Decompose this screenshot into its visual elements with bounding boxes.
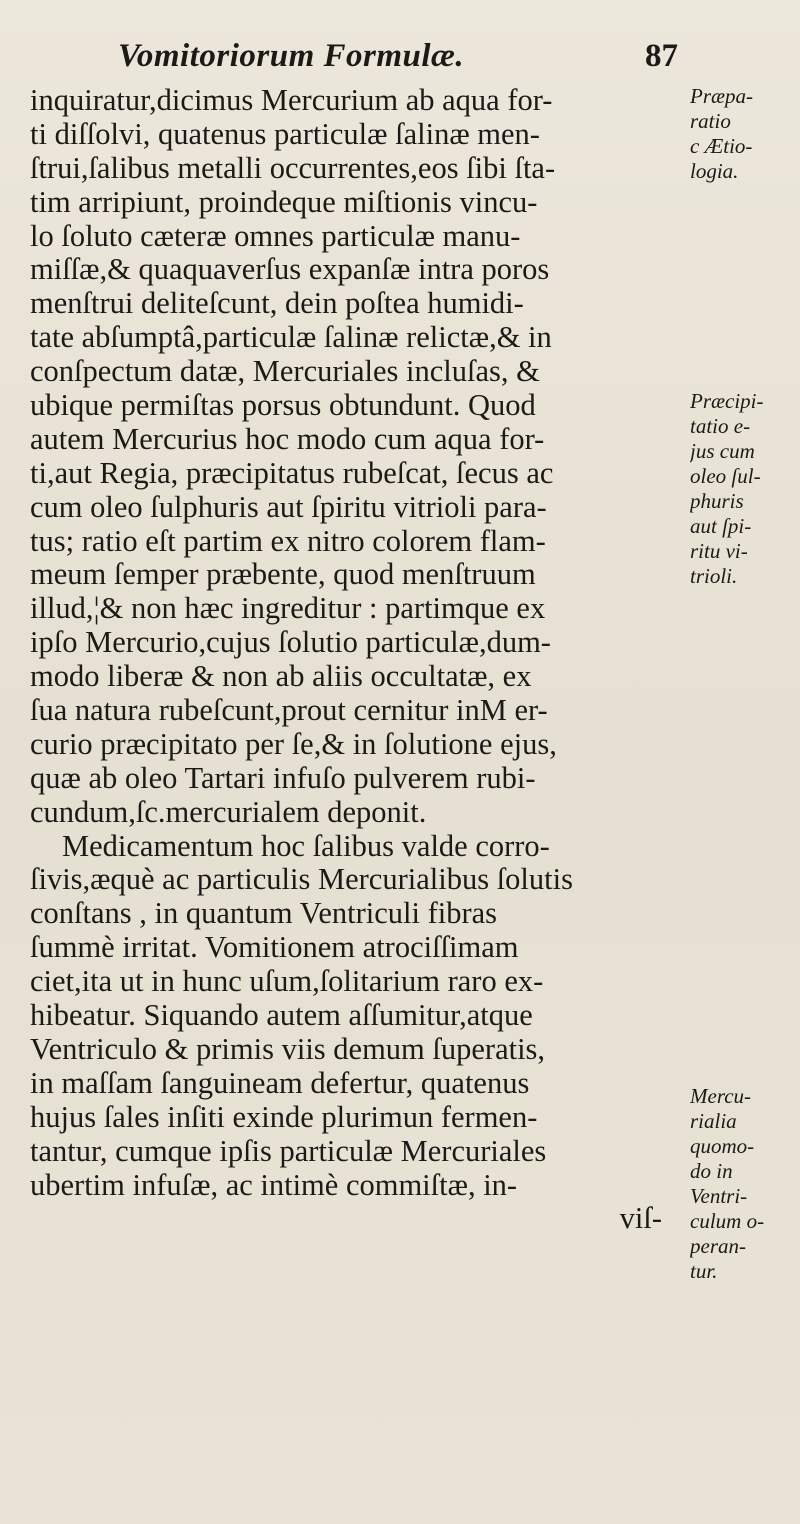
text-line: ſivis,æquè ac particulis Mercurialibus ſolutis [30,863,573,897]
margin-note-praecipitatio [690,389,800,589]
text-line: Medicamentum hoc ſalibus valde corro- [62,829,550,863]
text-line: quæ ab oleo Tartari infuſo pulverem rubi- [30,761,536,795]
text-line: hibeatur. Siquando autem aſſumitur,atque [30,999,533,1033]
text-line: tate abſumptâ,particulæ ſalinæ relictæ,& in [30,321,552,355]
text-line: curio præcipitato per ſe,& in ſolutione ejus, [30,727,557,761]
text-line: inquiratur,dicimus Mercurium ab aqua for- [30,84,553,117]
text-line: ciet,ita ut in hunc uſum,ſolitarium raro ex- [30,965,544,999]
note-line: rialia [690,1109,737,1133]
text-line: illud,¦& non hæc ingreditur : partimque ex [30,592,546,626]
text-line: ubertim infuſæ, ac intimè commiſtæ, in- [30,1168,518,1202]
text-line: meum ſemper præbente, quod menſtruum [30,558,536,592]
note-line: culum o- [690,1209,765,1233]
page-number: 87 [645,38,678,74]
text-line: in maſſam ſanguineam defertur, quatenus [30,1066,530,1100]
note-line: c Ætio- [690,134,753,158]
note-line: tatio e- [690,414,751,438]
page-header [118,38,678,88]
margin-note-mercurialia [690,1084,800,1284]
text-line: tus; ratio eſt partim ex nitro colorem flam- [30,524,546,558]
note-line: do in [690,1159,733,1183]
text-line: tim arripiunt, proindeque miſtionis vincu- [30,185,538,219]
text-line: hujus ſales inſiti exinde plurimun fermen- [30,1100,538,1134]
text-line: ipſo Mercurio,cujus ſolutio particulæ,dum- [30,626,551,660]
text-line: miſſæ,& quaquaverſus expanſæ intra poros [30,253,550,287]
note-line: phuris [690,489,744,513]
text-line: lo ſoluto cæteræ omnes particulæ manu- [30,219,521,253]
text-line: menſtrui deliteſcunt, dein poſtea humidi- [30,287,524,321]
note-line: aut ſpi- [690,514,752,538]
note-line: ritu vi- [690,539,748,563]
text-line: cundum,ſc.mercurialem deponit. [30,795,427,829]
text-line: ubique permiſtas porsus obtundunt. Quod [30,389,536,423]
note-line: peran- [690,1234,746,1258]
text-line: ti,aut Regia, præcipitatus rubeſcat, ſecus ac [30,456,554,490]
text-line: Ventriculo & primis viis demum ſuperatis, [30,1032,546,1066]
note-line: tur. [690,1259,718,1283]
text-line: conſtans , in quantum Ventriculi fibras [30,897,498,931]
text-line: ti diſſolvi, quatenus particulæ ſalinæ men- [30,117,540,151]
text-line: tantur, cumque ipſis particulæ Mercuriales [30,1134,547,1168]
note-line: logia. [690,159,739,183]
note-line: jus cum [690,439,755,463]
main-text-block [30,84,680,1236]
text-line: ſua natura rubeſcunt,prout cernitur inM er- [30,694,548,728]
text-line: ſtrui,ſalibus metalli occurrentes,eos ſibi ſta- [30,151,556,185]
note-line: trioli. [690,564,738,588]
note-line: ratio [690,109,731,133]
text-line: cum oleo ſulphuris aut ſpiritu vitrioli para- [30,490,547,524]
note-line: Ventri- [690,1184,748,1208]
note-line: oleo ſul- [690,464,761,488]
running-title: Vomitoriorum Formulæ. [118,38,465,74]
text-line: modo liberæ & non ab aliis occultatæ, ex [30,660,532,694]
catchword: viſ- [619,1202,662,1236]
text-line: autem Mercurius hoc modo cum aqua for- [30,422,545,456]
note-line: Præcipi- [690,389,764,413]
note-line: quomo- [690,1134,755,1158]
margin-note-praeparatio [690,84,800,184]
text-line: conſpectum datæ, Mercuriales incluſas, & [30,355,540,389]
note-line: Præpa- [690,84,753,108]
text-line: ſummè irritat. Vomitionem atrociſſimam [30,931,519,965]
note-line: Mercu- [690,1084,752,1108]
